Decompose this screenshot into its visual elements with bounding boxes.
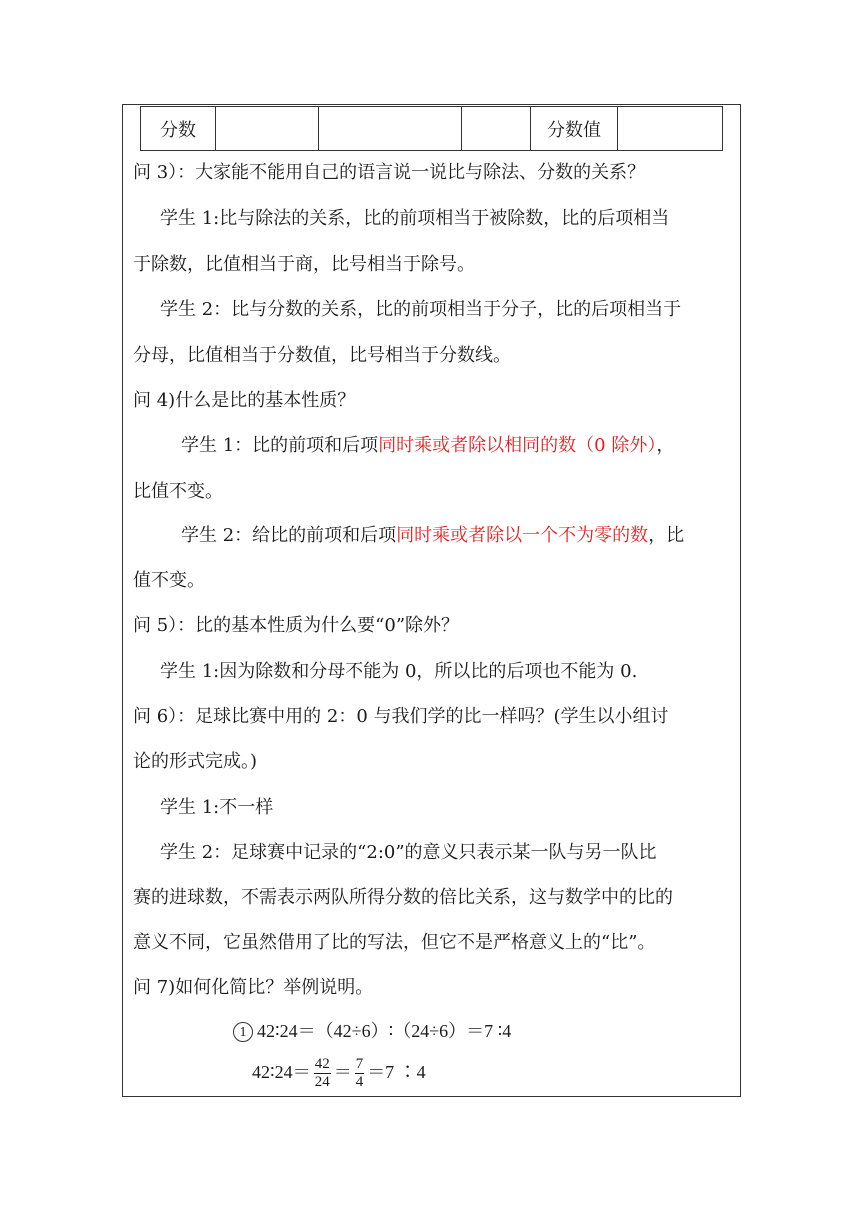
q4-student2-line1 bbox=[181, 525, 684, 547]
q4-student2-suffix: ，比 bbox=[648, 525, 685, 546]
table-cell bbox=[462, 107, 531, 151]
q4-student1-line2: 比值不变。 bbox=[133, 481, 223, 502]
q6-student2-line3: 意义不同，它虽然借用了比的写法，但它不是严格意义上的“比”。 bbox=[133, 932, 656, 953]
equation-right: ＝7 ∶4 bbox=[367, 1062, 426, 1082]
table-row bbox=[141, 107, 723, 151]
q5-student1: 学生 1:因为除数和分母不能为 0，所以比的后项也不能为 0. bbox=[160, 661, 638, 682]
fraction-denominator: 4 bbox=[355, 1074, 364, 1091]
q4-student1-line1 bbox=[181, 435, 674, 457]
fraction-denominator: 24 bbox=[314, 1074, 330, 1091]
question-4: 问 4)什么是比的基本性质？ bbox=[133, 390, 356, 411]
fraction-table bbox=[140, 106, 723, 151]
circled-number: 1 bbox=[233, 1022, 253, 1042]
table-cell bbox=[216, 107, 319, 151]
q3-student2-line2: 分母，比值相当于分数值，比号相当于分数线。 bbox=[133, 345, 511, 366]
q4-student1-highlight: 同时乘或者除以相同的数（0 除外） bbox=[378, 435, 657, 456]
table-cell bbox=[618, 107, 723, 151]
q4-student2-highlight: 同时乘或者除以一个不为零的数 bbox=[396, 525, 649, 546]
equals-sign: ＝ bbox=[333, 1062, 352, 1082]
equation-left: 42∶24＝ bbox=[252, 1062, 311, 1082]
q4-student2-line2: 值不变。 bbox=[133, 570, 205, 591]
q4-student2-prefix: 学生 2：给比的前项和后项 bbox=[181, 525, 397, 546]
q6-student1: 学生 1:不一样 bbox=[160, 797, 274, 818]
table-cell-label-fraction: 分数 bbox=[141, 107, 216, 151]
q3-student2-line1: 学生 2：比与分数的关系，比的前项相当于分子，比的后项相当于 bbox=[160, 299, 682, 320]
question-3: 问 3）：大家能不能用自己的语言说一说比与除法、分数的关系？ bbox=[133, 162, 646, 183]
q4-student1-prefix: 学生 1：比的前项和后项 bbox=[181, 435, 379, 456]
q3-student1-line2: 于除数，比值相当于商，比号相当于除号。 bbox=[133, 254, 475, 275]
question-6-line2: 论的形式完成。) bbox=[133, 751, 258, 772]
simplify-example-1 bbox=[233, 1020, 511, 1042]
question-6-line1: 问 6）：足球比赛中用的 2：0 与我们学的比一样吗？(学生以小组讨 bbox=[133, 706, 669, 727]
equation-division: 42∶24＝（42÷6）∶（24÷6）＝7 ∶4 bbox=[257, 1021, 512, 1041]
table-cell bbox=[319, 107, 462, 151]
question-7: 问 7)如何化简比？举例说明。 bbox=[133, 977, 374, 998]
simplify-example-2 bbox=[252, 1053, 426, 1091]
table-cell-label-fraction-value: 分数值 bbox=[531, 107, 618, 151]
question-5: 问 5）：比的基本性质为什么要“0”除外？ bbox=[133, 615, 460, 636]
fraction-numerator: 7 bbox=[355, 1056, 364, 1073]
q4-student1-suffix: ， bbox=[656, 435, 675, 456]
q3-student1-line1: 学生 1:比与除法的关系，比的前项相当于被除数，比的后项相当 bbox=[160, 208, 670, 229]
q6-student2-line1: 学生 2：足球赛中记录的“2:0”的意义只表示某一队与另一队比 bbox=[160, 842, 657, 863]
fraction-numerator: 42 bbox=[314, 1056, 330, 1073]
fraction-42-over-24 bbox=[314, 1056, 331, 1091]
fraction-7-over-4 bbox=[355, 1056, 365, 1091]
q6-student2-line2: 赛的进球数，不需表示两队所得分数的倍比关系，这与数学中的比的 bbox=[133, 887, 673, 908]
